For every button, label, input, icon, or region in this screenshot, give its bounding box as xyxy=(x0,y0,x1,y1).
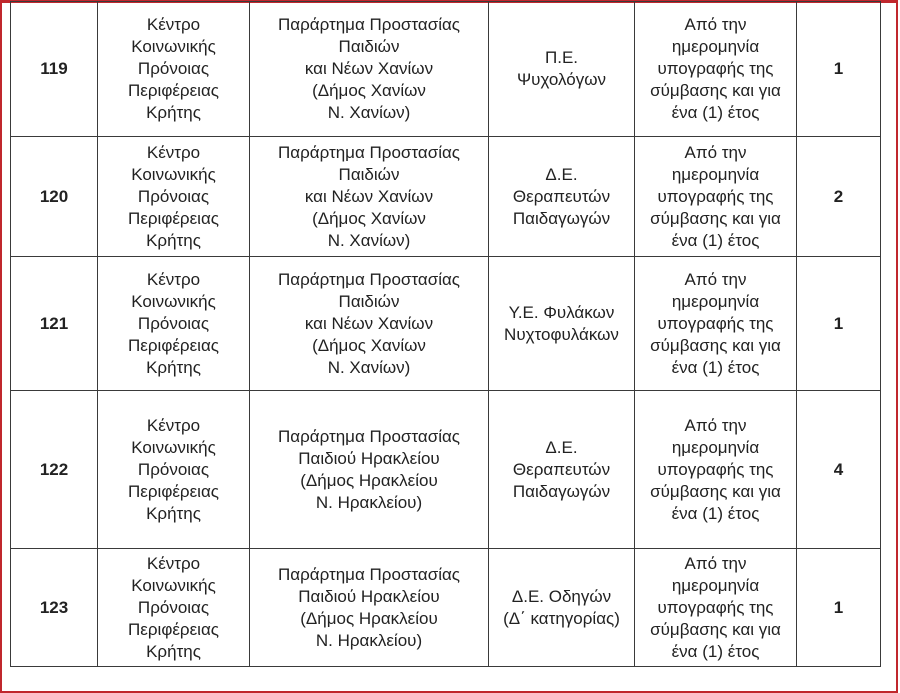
cell-unit-line: Παράρτημα Προστασίας xyxy=(277,426,461,446)
table-row xyxy=(11,2,881,137)
cell-unit-line: (Δήμος Ηρακλείου xyxy=(300,470,438,490)
cell-organization-line: Κοινωνικής xyxy=(131,575,216,595)
cell-unit-line: και Νέων Χανίων xyxy=(304,186,434,206)
cell-organization xyxy=(98,137,250,257)
table-body xyxy=(11,2,881,667)
cell-duration-line: σύμβασης και για xyxy=(650,335,781,355)
cell-duration-line: υπογραφής της xyxy=(657,313,774,333)
cell-specialty-line: Υ.Ε. Φυλάκων xyxy=(508,302,615,322)
cell-duration-line: ημερομηνία xyxy=(671,291,760,311)
cell-organization-line: Κρήτης xyxy=(146,103,201,122)
cell-unit-line: Ν. Ηρακλείου) xyxy=(315,492,423,512)
cell-duration-line: ένα (1) έτος xyxy=(671,357,760,377)
cell-organization-line: Κρήτης xyxy=(146,641,201,661)
cell-unit-line: (Δήμος Χανίων xyxy=(312,208,426,228)
cell-count: 1 xyxy=(797,2,881,137)
cell-specialty xyxy=(489,2,635,137)
cell-organization xyxy=(98,2,250,137)
cell-duration-line: υπογραφής της xyxy=(657,459,774,479)
cell-unit-line: Παιδιού Ηρακλείου xyxy=(298,448,440,468)
cell-duration-line: σύμβασης και για xyxy=(650,81,781,100)
table-row xyxy=(11,549,881,667)
cell-unit-line: και Νέων Χανίων xyxy=(304,59,434,78)
cell-unit-line: Ν. Χανίων) xyxy=(327,230,411,250)
cell-duration xyxy=(635,137,797,257)
cell-duration xyxy=(635,391,797,549)
cell-unit-line: Παιδιών xyxy=(338,164,400,184)
cell-specialty-line: Π.Ε. xyxy=(544,48,579,67)
cell-specialty-line: Θεραπευτών xyxy=(512,186,611,206)
cell-organization-line: Κέντρο xyxy=(146,269,201,289)
cell-specialty xyxy=(489,549,635,667)
cell-unit-line: Παράρτημα Προστασίας xyxy=(277,142,461,162)
cell-specialty-line: Δ.Ε. xyxy=(545,164,578,184)
cell-unit-line: Παράρτημα Προστασίας xyxy=(277,564,461,584)
cell-duration-line: υπογραφής της xyxy=(657,597,774,617)
cell-duration-line: Από την xyxy=(684,15,747,34)
cell-duration-line: υπογραφής της xyxy=(657,186,774,206)
cell-organization-line: Πρόνοιας xyxy=(137,186,210,206)
cell-organization xyxy=(98,257,250,391)
cell-specialty-line: Ψυχολόγων xyxy=(516,70,607,89)
cell-unit-line: Ν. Χανίων) xyxy=(327,357,411,377)
cell-unit-line: (Δήμος Χανίων xyxy=(312,335,426,355)
table-row xyxy=(11,137,881,257)
cell-duration-line: ημερομηνία xyxy=(671,164,760,184)
cell-duration-line: σύμβασης και για xyxy=(650,619,781,639)
cell-organization-line: Περιφέρειας xyxy=(128,619,219,639)
cell-unit-line: Παράρτημα Προστασίας xyxy=(277,269,461,289)
cell-duration-line: ένα (1) έτος xyxy=(671,230,760,250)
cell-duration-line: ένα (1) έτος xyxy=(671,103,760,122)
cell-organization-line: Κρήτης xyxy=(146,503,201,523)
cell-code: 121 xyxy=(11,257,98,391)
cell-organization xyxy=(98,391,250,549)
cell-duration-line: ημερομηνία xyxy=(671,437,760,457)
cell-duration xyxy=(635,257,797,391)
table-row xyxy=(11,257,881,391)
cell-organization-line: Κέντρο xyxy=(146,415,201,435)
cell-specialty-line: Δ.Ε. Οδηγών xyxy=(511,586,612,606)
cell-code: 122 xyxy=(11,391,98,549)
cell-duration-line: σύμβασης και για xyxy=(650,481,781,501)
cell-specialty-line: (Δ΄ κατηγορίας) xyxy=(503,608,620,628)
cell-unit-line: (Δήμος Χανίων xyxy=(312,81,426,100)
cell-specialty-line: Παιδαγωγών xyxy=(512,481,611,501)
cell-duration-line: ημερομηνία xyxy=(671,575,760,595)
cell-organization-line: Περιφέρειας xyxy=(128,208,219,228)
cell-specialty-line: Θεραπευτών xyxy=(512,459,611,479)
cell-organization-line: Κοινωνικής xyxy=(131,164,216,184)
cell-organization-line: Κέντρο xyxy=(146,553,201,573)
cell-organization-line: Πρόνοιας xyxy=(137,459,210,479)
cell-duration xyxy=(635,549,797,667)
cell-organization-line: Κέντρο xyxy=(146,15,201,34)
cell-specialty xyxy=(489,257,635,391)
cell-unit-line: Παιδιών xyxy=(338,291,400,311)
cell-specialty-line: Παιδαγωγών xyxy=(512,208,611,228)
cell-specialty-line: Νυχτοφυλάκων xyxy=(504,324,619,344)
cell-duration-line: Από την xyxy=(684,553,747,573)
cell-count: 2 xyxy=(797,137,881,257)
cell-organization-line: Κέντρο xyxy=(146,142,201,162)
cell-duration-line: Από την xyxy=(684,269,747,289)
cell-count: 1 xyxy=(797,257,881,391)
cell-organization-line: Περιφέρειας xyxy=(128,481,219,501)
cell-organization-line: Κρήτης xyxy=(146,357,201,377)
cell-duration-line: ένα (1) έτος xyxy=(671,641,760,661)
cell-code: 120 xyxy=(11,137,98,257)
cell-duration-line: Από την xyxy=(684,142,747,162)
cell-organization-line: Κοινωνικής xyxy=(131,437,216,457)
cell-organization-line: Περιφέρειας xyxy=(128,81,219,100)
cell-duration-line: υπογραφής της xyxy=(657,59,774,78)
cell-organization-line: Κοινωνικής xyxy=(131,37,216,56)
cell-duration-line: ένα (1) έτος xyxy=(671,503,760,523)
cell-organization-line: Περιφέρειας xyxy=(128,335,219,355)
cell-specialty-line: Δ.Ε. xyxy=(545,437,578,457)
cell-unit-line: και Νέων Χανίων xyxy=(304,313,434,333)
cell-specialty xyxy=(489,391,635,549)
positions-table xyxy=(10,1,881,667)
cell-unit xyxy=(250,137,489,257)
cell-unit-line: Παράρτημα Προστασίας xyxy=(277,15,461,34)
cell-count: 1 xyxy=(797,549,881,667)
cell-duration-line: σύμβασης και για xyxy=(650,208,781,228)
cell-unit xyxy=(250,549,489,667)
cell-specialty xyxy=(489,137,635,257)
cell-unit-line: Παιδιού Ηρακλείου xyxy=(298,586,440,606)
cell-unit-line: Ν. Ηρακλείου) xyxy=(315,630,423,650)
cell-unit-line: Ν. Χανίων) xyxy=(327,103,411,122)
cell-unit xyxy=(250,391,489,549)
cell-duration-line: Από την xyxy=(684,415,747,435)
cell-code: 123 xyxy=(11,549,98,667)
cell-unit xyxy=(250,257,489,391)
cell-unit-line: (Δήμος Ηρακλείου xyxy=(300,608,438,628)
cell-organization-line: Πρόνοιας xyxy=(137,59,210,78)
cell-unit-line: Παιδιών xyxy=(338,37,400,56)
cell-organization-line: Πρόνοιας xyxy=(137,597,210,617)
cell-organization-line: Πρόνοιας xyxy=(137,313,210,333)
cell-organization-line: Κρήτης xyxy=(146,230,201,250)
cell-organization xyxy=(98,549,250,667)
cell-unit xyxy=(250,2,489,137)
cell-duration xyxy=(635,2,797,137)
cell-organization-line: Κοινωνικής xyxy=(131,291,216,311)
cell-count: 4 xyxy=(797,391,881,549)
table-row xyxy=(11,391,881,549)
cell-duration-line: ημερομηνία xyxy=(671,37,760,56)
cell-code: 119 xyxy=(11,2,98,137)
